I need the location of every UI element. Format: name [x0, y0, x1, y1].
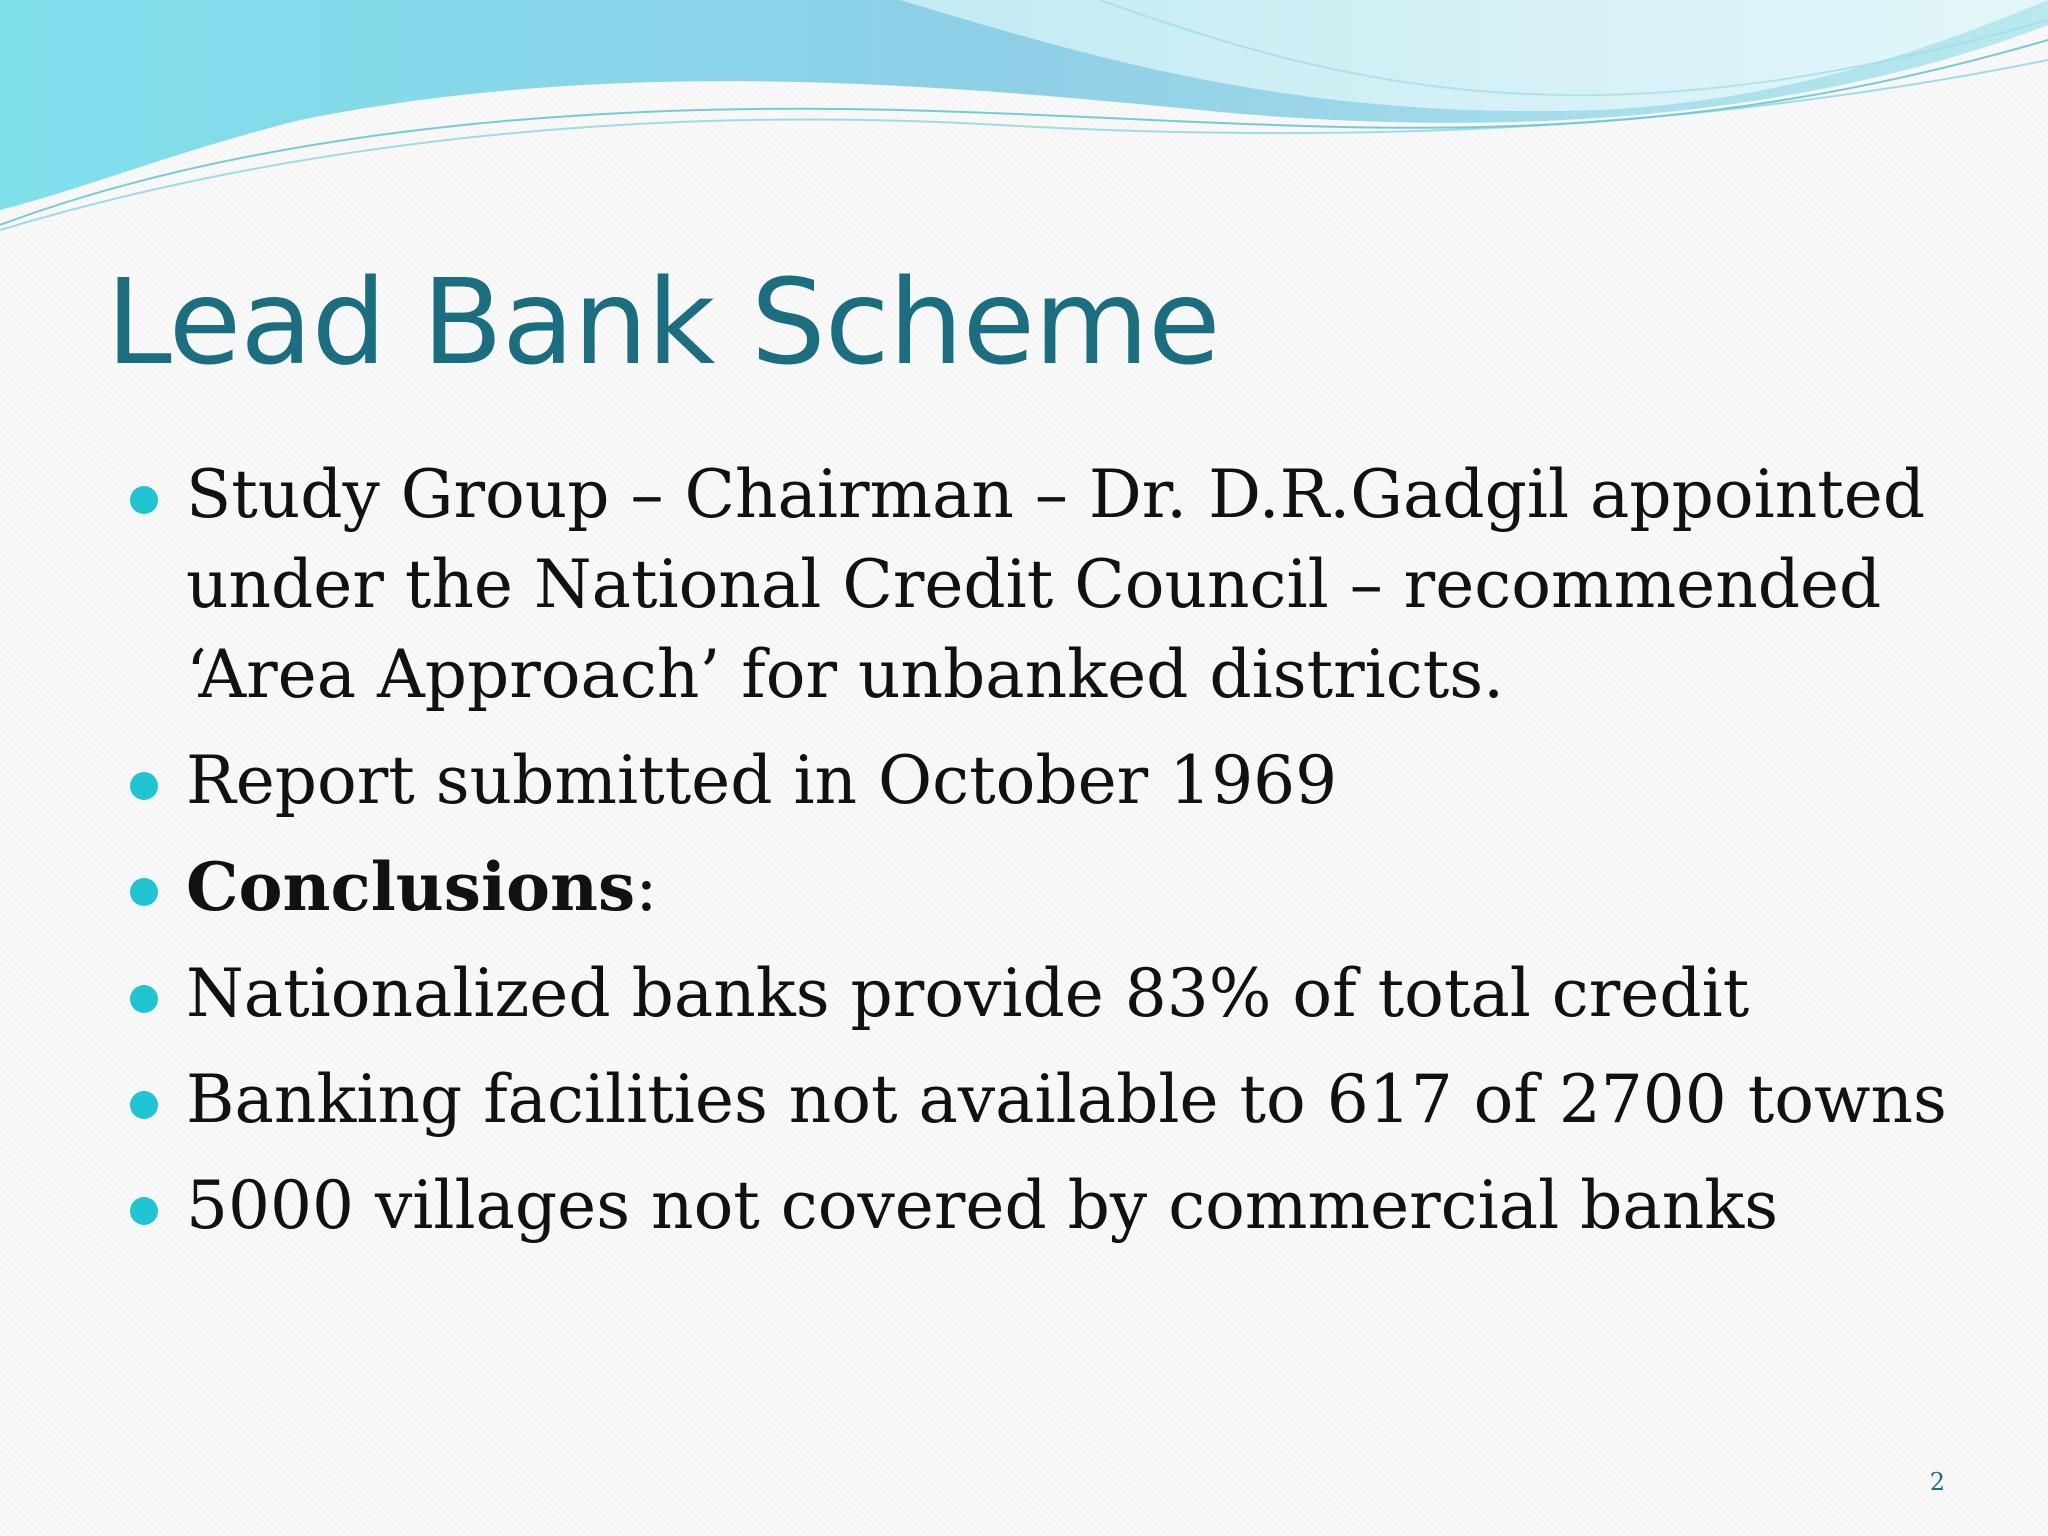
- bullet-item: [128, 1055, 1958, 1145]
- bullet-icon: [130, 1091, 158, 1119]
- bullet-icon: [130, 1197, 158, 1225]
- bullet-icon: [130, 878, 158, 906]
- bullet-text: Nationalized banks provide 83% of total credit: [186, 955, 1750, 1032]
- bullet-icon: [130, 985, 158, 1013]
- bullet-icon: [130, 486, 158, 514]
- bullet-icon: [130, 772, 158, 800]
- bullet-item: [128, 949, 1958, 1039]
- slide-title: Lead Bank Scheme: [106, 253, 1220, 391]
- bullet-item: [128, 1161, 1958, 1251]
- header-wave-decoration: [0, 0, 2048, 260]
- bullet-list: [128, 450, 1958, 1267]
- bullet-suffix: :: [635, 849, 658, 926]
- bullet-text: 5000 villages not covered by commercial banks: [186, 1167, 1779, 1244]
- bullet-item: [128, 842, 1958, 933]
- bullet-bold-text: Conclusions: [186, 848, 636, 926]
- bullet-item: [128, 736, 1958, 826]
- bullet-text: Study Group – Chairman – Dr. D.R.Gadgil appointed under the National Credit Council – recommended ‘Area Approach’ for unbanked districts.: [186, 456, 1926, 713]
- bullet-text: Banking facilities not available to 617 of 2700 towns: [186, 1061, 1947, 1138]
- bullet-item: [128, 450, 1958, 720]
- page-number: 2: [1929, 1468, 1945, 1496]
- bullet-text: Report submitted in October 1969: [186, 742, 1338, 819]
